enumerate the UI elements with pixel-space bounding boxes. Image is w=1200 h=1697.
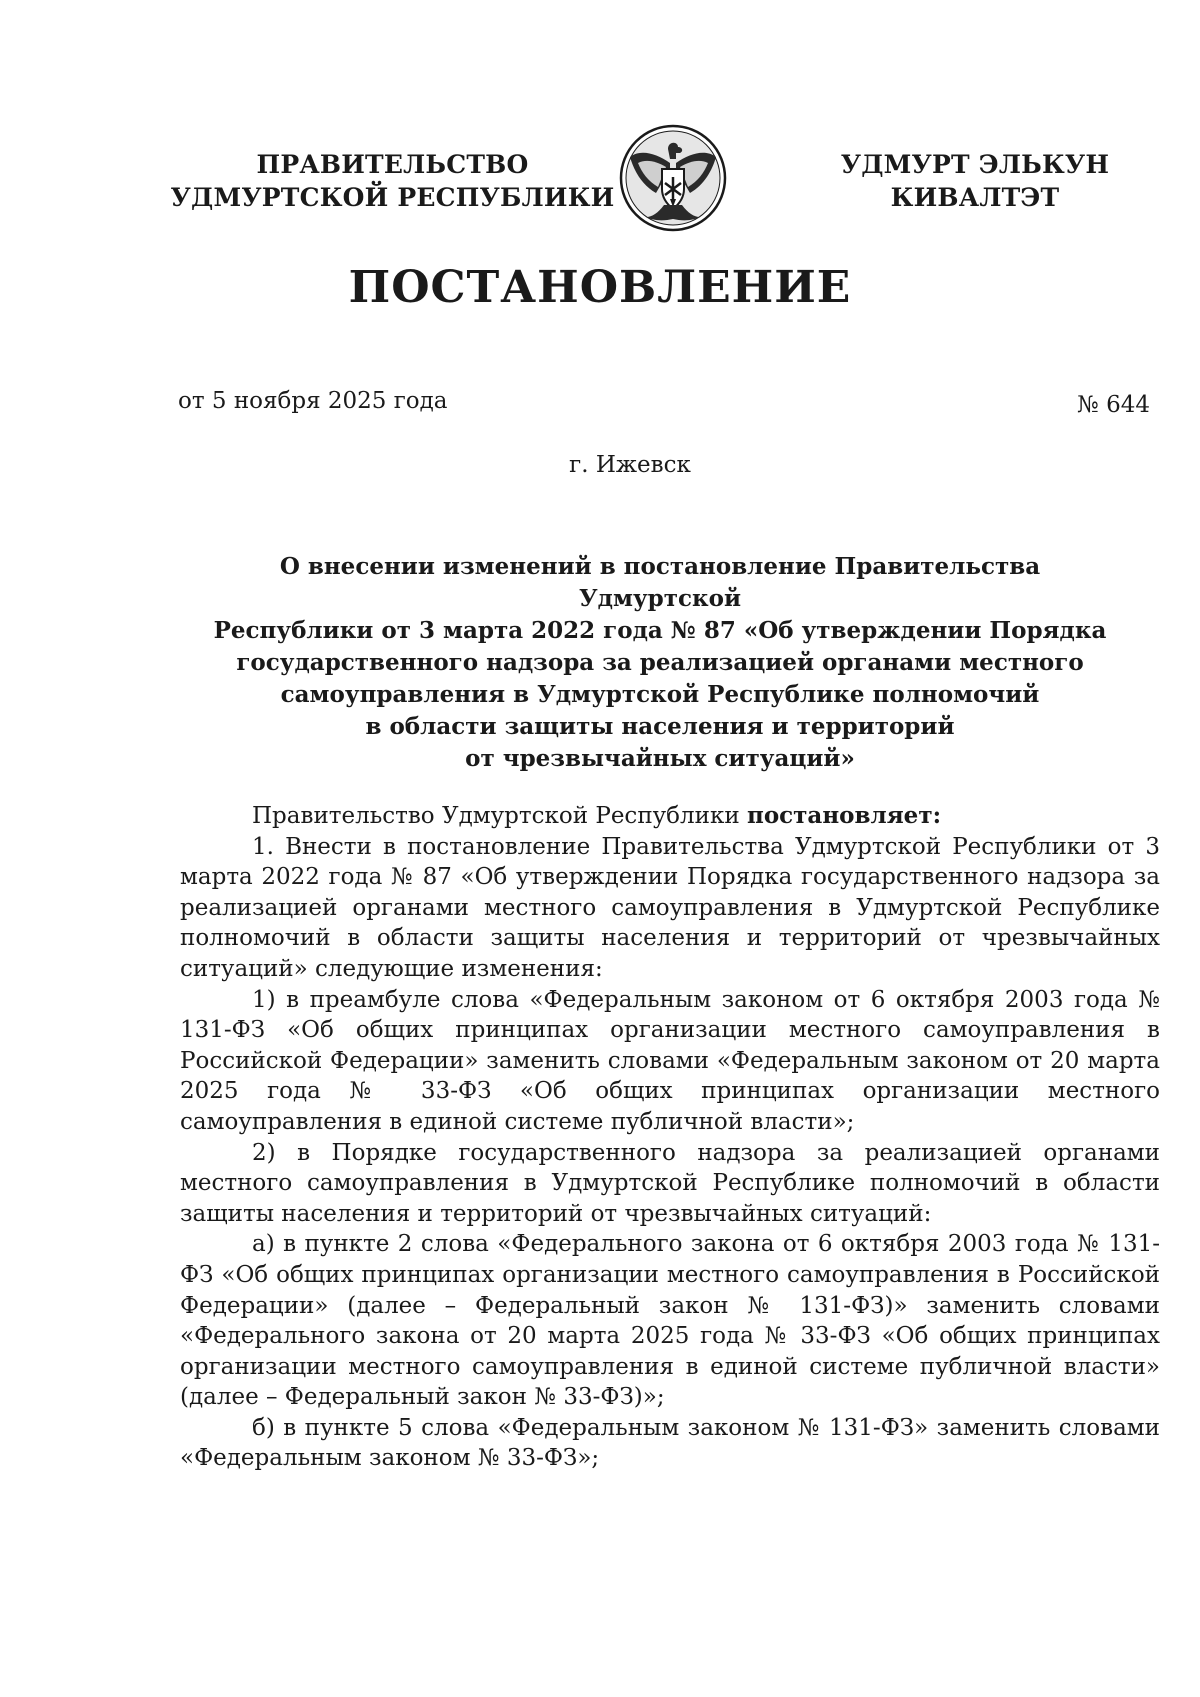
body-paragraph-5: б) в пункте 5 слова «Федеральным законом № 131-ФЗ» заменить словами «Федеральным законом № 33-ФЗ»;	[180, 1414, 1160, 1472]
subject-line: Республики от 3 марта 2022 года № 87 «Об утверждении Порядка	[213, 617, 1107, 644]
header-left-government	[160, 148, 625, 214]
body-intro-text: Правительство Удмуртской Республики	[252, 803, 740, 829]
body-intro-bold: постановляет:	[746, 802, 942, 829]
document-title: ПОСТАНОВЛЕНИЕ	[348, 262, 852, 313]
document-number: № 644	[1077, 392, 1150, 418]
coat-of-arms-emblem	[618, 123, 728, 233]
header-left-line2: УДМУРТСКОЙ РЕСПУБЛИКИ	[170, 183, 615, 212]
subject-line: самоуправления в Удмуртской Республике полномочий	[280, 681, 1040, 708]
subject-line: в области защиты населения и территорий	[365, 713, 955, 740]
subject-line: от чрезвычайных ситуаций»	[465, 745, 855, 772]
header-left-line1: ПРАВИТЕЛЬСТВО	[256, 150, 529, 179]
body-paragraph-1: 1. Внести в постановление Правительства Удмуртской Республики от 3 марта 2022 года № 87 «Об утверждении Порядка государственного надзора за реализацией органами местного самоуправления в Удмуртской Республике полномочий в области защиты населения и территорий от чрезвычайных ситуаций» следующие изменения:	[180, 833, 1160, 982]
subject-line: О внесении изменений в постановление Правительства Удмуртской	[279, 553, 1041, 612]
document-city: г. Ижевск	[569, 452, 691, 478]
document-date: от 5 ноября 2025 года	[178, 388, 448, 414]
document-body	[180, 801, 1160, 1474]
body-intro	[180, 801, 1160, 832]
body-paragraph-3: 2) в Порядке государственного надзора за реализацией органами местного самоуправления в Удмуртской Республике полномочий в области защиты населения и территорий от чрезвычайных ситуаций:	[180, 1139, 1160, 1227]
subject-line: государственного надзора за реализацией органами местного	[236, 649, 1084, 676]
header-right-line2: КИВАЛТЭТ	[890, 183, 1060, 212]
body-paragraph-2: 1) в преамбуле слова «Федеральным законом от 6 октября 2003 года № 131-ФЗ «Об общих принципах организации местного самоуправления в Российской Федерации» заменить словами «Федеральным законом от 20 марта 2025 года № 33-ФЗ «Об общих принципах организации местного самоуправления в единой системе публичной власти»;	[180, 986, 1160, 1135]
header-right-government	[790, 148, 1160, 214]
document-subject	[200, 551, 1120, 775]
header-right-line1: УДМУРТ ЭЛЬКУН	[840, 150, 1110, 179]
body-paragraph-4: а) в пункте 2 слова «Федерального закона от 6 октября 2003 года № 131-ФЗ «Об общих принципах организации местного самоуправления в Российской Федерации» (далее – Федеральный закон № 131-ФЗ)» заменить словами «Федерального закона от 20 марта 2025 года № 33-ФЗ «Об общих принципах организации местного самоуправления в единой системе публичной власти» (далее – Федеральный закон № 33-ФЗ)»;	[180, 1231, 1160, 1411]
